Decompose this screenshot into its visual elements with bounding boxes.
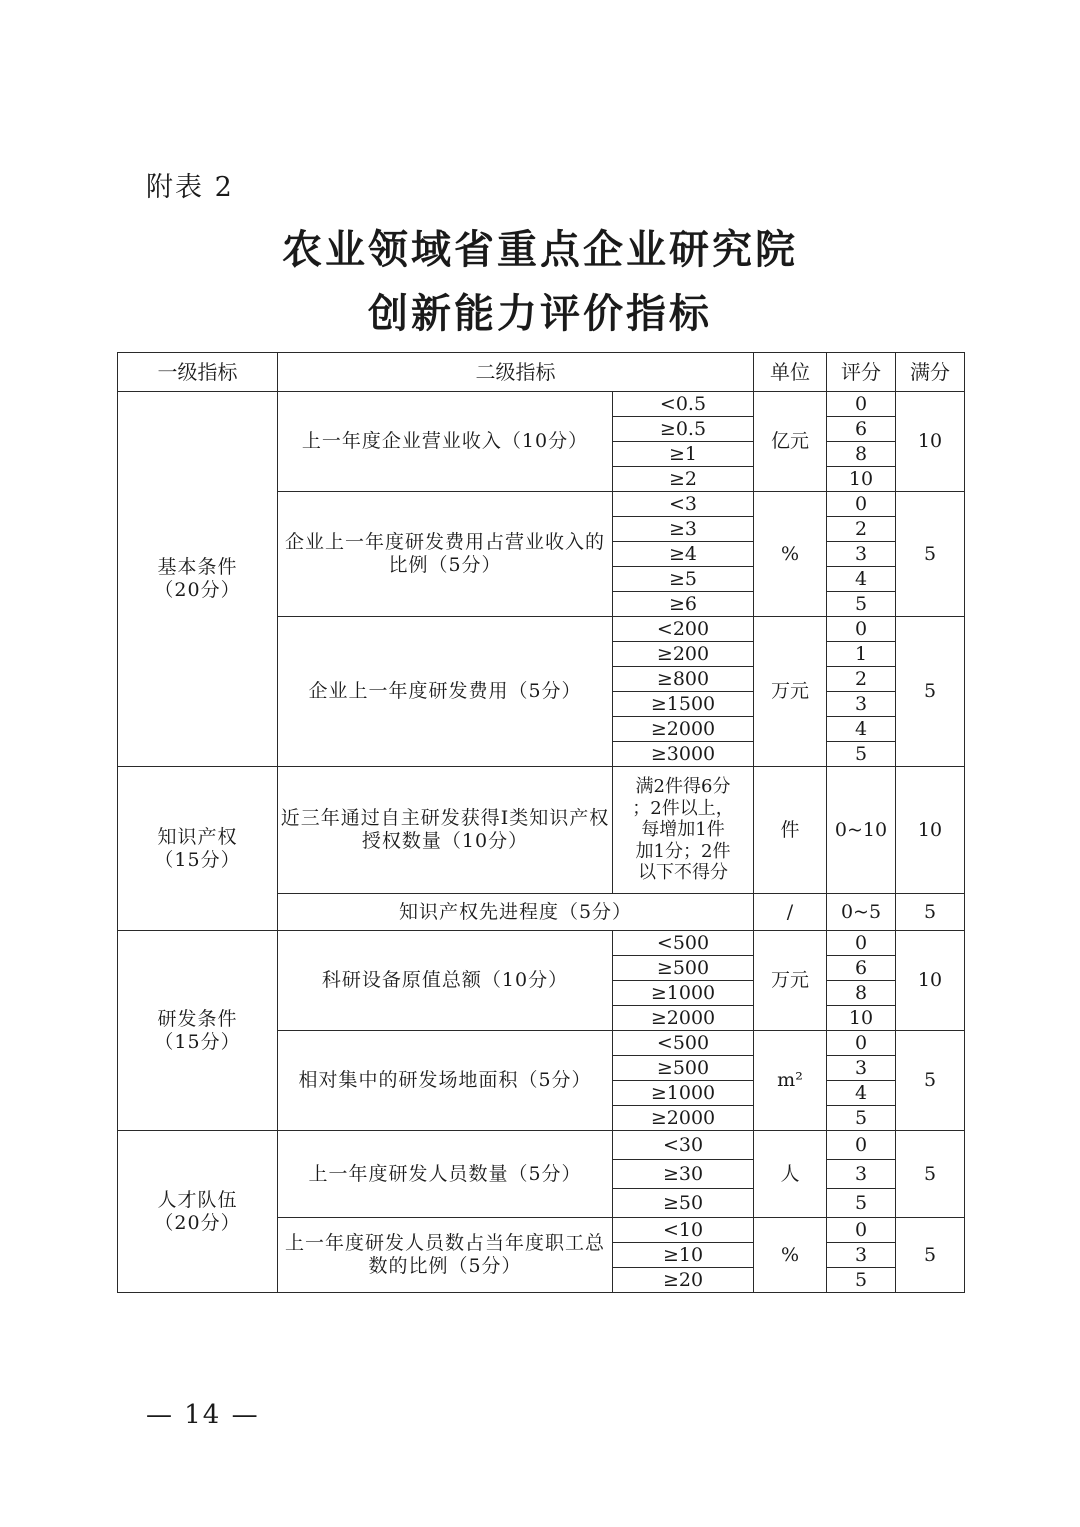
threshold-cell: ≥50 [613,1189,754,1218]
threshold-cell: <0.5 [613,392,754,417]
evaluation-table [117,352,965,1293]
score-cell: 0 [827,617,896,642]
attachment-label: 附表 2 [146,172,234,203]
threshold-cell: ≥20 [613,1268,754,1293]
score-cell: 0 [827,1031,896,1056]
score-cell: 5 [827,1106,896,1131]
unit-cell: % [754,492,827,617]
document-title-line-2: 创新能力评价指标 [368,291,712,337]
full-score-cell: 10 [896,767,965,894]
level1-basic [118,392,278,767]
table-row [118,931,965,956]
score-cell: 0~10 [827,767,896,894]
score-cell: 3 [827,542,896,567]
indicator-staff-count: 上一年度研发人员数量（5分） [278,1131,613,1218]
unit-cell: 人 [754,1131,827,1218]
unit-cell: 件 [754,767,827,894]
score-cell: 0 [827,1131,896,1160]
threshold-cell: <30 [613,1131,754,1160]
unit-cell: 万元 [754,617,827,767]
level1-rd-conditions [118,931,278,1131]
score-cell: 8 [827,442,896,467]
unit-cell: m² [754,1031,827,1131]
level1-talent [118,1131,278,1293]
indicator-ip-advanced: 知识产权先进程度（5分） [278,894,754,931]
threshold-cell: ≥10 [613,1243,754,1268]
threshold-cell: ≥200 [613,642,754,667]
score-cell: 5 [827,1268,896,1293]
threshold-cell: ≥2000 [613,1106,754,1131]
score-cell: 3 [827,1160,896,1189]
threshold-cell: ≥1 [613,442,754,467]
note-line: 以下不得分 [638,862,728,884]
score-cell: 3 [827,692,896,717]
note-line: ；2件以上， [632,797,734,819]
header-level1: 一级指标 [118,353,278,392]
score-cell: 3 [827,1056,896,1081]
threshold-cell: ≥3000 [613,742,754,767]
header-unit: 单位 [754,353,827,392]
table-header-row [118,353,965,392]
score-cell: 5 [827,742,896,767]
page-number: — 14 — [146,1400,260,1430]
score-cell: 0 [827,492,896,517]
full-score-cell: 5 [896,894,965,931]
threshold-cell: ≥6 [613,592,754,617]
score-cell: 4 [827,717,896,742]
level1-points: （15分） [154,1030,241,1053]
threshold-cell: ≥3 [613,517,754,542]
unit-cell: % [754,1218,827,1293]
indicator-equipment: 科研设备原值总额（10分） [278,931,613,1031]
level1-name: 基本条件 [157,556,238,579]
score-cell: 0 [827,931,896,956]
score-cell: 0~5 [827,894,896,931]
header-full: 满分 [896,353,965,392]
full-score-cell: 5 [896,1131,965,1218]
threshold-cell: ≥2000 [613,1006,754,1031]
threshold-cell: ≥500 [613,1056,754,1081]
score-cell: 5 [827,1189,896,1218]
threshold-cell: ≥800 [613,667,754,692]
full-score-cell: 5 [896,492,965,617]
document-title-line-1: 农业领域省重点企业研究院 [282,227,798,273]
full-score-cell: 10 [896,931,965,1031]
score-cell: 6 [827,417,896,442]
indicator-revenue: 上一年度企业营业收入（10分） [278,392,613,492]
unit-cell: 亿元 [754,392,827,492]
score-cell: 2 [827,667,896,692]
threshold-cell: ≥5 [613,567,754,592]
full-score-cell: 5 [896,1031,965,1131]
note-line: 满2件得6分 [635,776,731,798]
threshold-cell: ≥500 [613,956,754,981]
score-cell: 10 [827,467,896,492]
threshold-cell: <3 [613,492,754,517]
level1-name: 人才队伍 [157,1188,238,1211]
header-score: 评分 [827,353,896,392]
level1-points: （20分） [154,579,241,601]
table-row [118,392,965,417]
score-cell: 4 [827,567,896,592]
score-cell: 0 [827,392,896,417]
full-score-cell: 5 [896,617,965,767]
threshold-cell: ≥1500 [613,692,754,717]
threshold-cell: <10 [613,1218,754,1243]
table-row [118,767,965,894]
note-line: 每增加1件 [641,819,725,841]
score-cell: 6 [827,956,896,981]
indicator-patents: 近三年通过自主研发获得I类知识产权授权数量（10分） [278,767,613,894]
score-cell: 10 [827,1006,896,1031]
score-cell: 0 [827,1218,896,1243]
indicator-rd-ratio: 企业上一年度研发费用占营业收入的比例（5分） [278,492,613,617]
threshold-cell: ≥1000 [613,1081,754,1106]
score-cell: 1 [827,642,896,667]
unit-cell: 万元 [754,931,827,1031]
indicator-area: 相对集中的研发场地面积（5分） [278,1031,613,1131]
full-score-cell: 10 [896,392,965,492]
threshold-cell: <200 [613,617,754,642]
table-row [118,1131,965,1160]
score-cell: 5 [827,592,896,617]
note-line: 加1分；2件 [635,840,731,862]
level1-ip [118,767,278,931]
patent-scoring-note [613,767,754,894]
threshold-cell: <500 [613,1031,754,1056]
indicator-rd-cost: 企业上一年度研发费用（5分） [278,617,613,767]
threshold-cell: ≥2000 [613,717,754,742]
full-score-cell: 5 [896,1218,965,1293]
score-cell: 4 [827,1081,896,1106]
level1-points: （20分） [154,1211,241,1234]
threshold-cell: ≥30 [613,1160,754,1189]
header-level2: 二级指标 [278,353,754,392]
threshold-cell: ≥2 [613,467,754,492]
level1-name: 知识产权 [157,825,238,848]
level1-points: （15分） [154,848,241,871]
unit-cell: / [754,894,827,931]
threshold-cell: ≥1000 [613,981,754,1006]
threshold-cell: <500 [613,931,754,956]
threshold-cell: ≥0.5 [613,417,754,442]
score-cell: 3 [827,1243,896,1268]
threshold-cell: ≥4 [613,542,754,567]
indicator-staff-ratio: 上一年度研发人员数占当年度职工总数的比例（5分） [278,1218,613,1293]
score-cell: 2 [827,517,896,542]
score-cell: 8 [827,981,896,1006]
level1-name: 研发条件 [157,1007,238,1030]
